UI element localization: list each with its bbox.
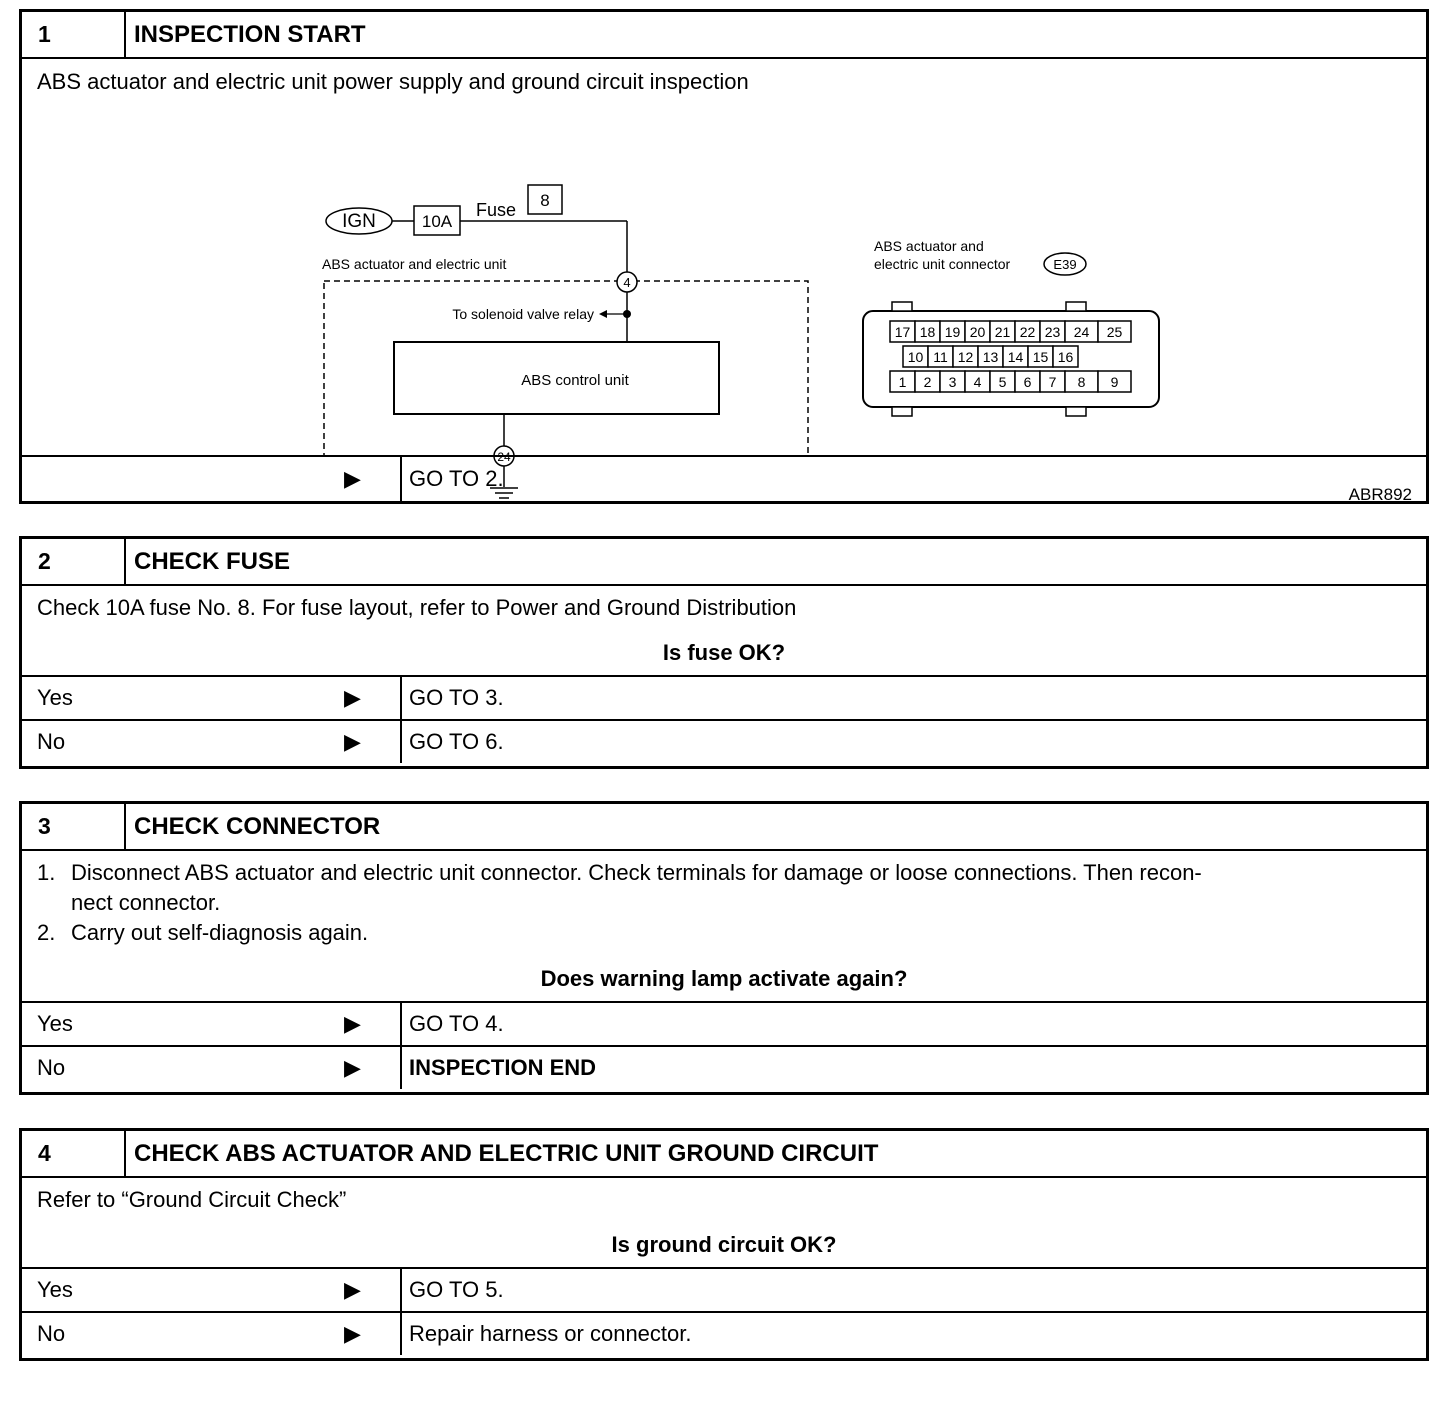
answer-label: Yes ▶ [22, 1269, 402, 1311]
answer-label: No ▶ [22, 721, 402, 763]
figure-code: ABR892 [1348, 485, 1412, 504]
relay-label: To solenoid valve relay [452, 306, 594, 322]
step-number: 2 [22, 539, 126, 584]
connector-pin-label: 9 [1110, 374, 1119, 390]
connector-pins-top [890, 321, 1131, 342]
connector-pin-label: 1 [898, 374, 907, 390]
connector-pin-label: 16 [1057, 349, 1074, 365]
answer-row [22, 455, 1426, 501]
fuse-number: 8 [540, 191, 550, 210]
connector-pin-label: 24 [1073, 324, 1090, 340]
answer-label: Yes ▶ [22, 1003, 402, 1045]
arrow-icon: ▶ [344, 685, 361, 710]
connector-pins-middle [903, 346, 1078, 367]
answer-row-yes [22, 1001, 1426, 1045]
answer-label: No ▶ [22, 1313, 402, 1355]
arrow-icon: ▶ [344, 729, 361, 754]
connector-pin-label: 10 [907, 349, 924, 365]
connector-pin-label: 8 [1077, 374, 1086, 390]
step-number: 3 [22, 804, 126, 849]
step-1-box [19, 9, 1429, 504]
step-number: 4 [22, 1131, 126, 1176]
answer-row-yes [22, 675, 1426, 719]
arrow-icon: ▶ [344, 1321, 361, 1346]
answer-result: GO TO 4. [409, 1011, 504, 1036]
step-description: Check 10A fuse No. 8. For fuse layout, refer to Power and Ground Distribution [37, 595, 797, 620]
answer-label: Yes ▶ [22, 677, 402, 719]
arrow-icon: ▶ [344, 1055, 361, 1080]
step-4-body [22, 1176, 1426, 1267]
step-3-header [22, 804, 1426, 849]
answer-result: GO TO 6. [409, 729, 504, 754]
unit-label: ABS actuator and electric unit [322, 256, 507, 272]
ign-label: IGN [342, 211, 376, 232]
step-description: ABS actuator and electric unit power supply and ground circuit inspection [37, 69, 749, 94]
connector-pin-label: 25 [1106, 324, 1123, 340]
connector-pin-label: 22 [1019, 324, 1036, 340]
step-instructions [22, 851, 1426, 957]
fuse-rating-label: 10A [421, 212, 453, 231]
connector-pin-label: 21 [994, 324, 1011, 340]
abs-control-unit-label: ABS control unit [521, 372, 629, 389]
answer-row-no [22, 1045, 1426, 1089]
answer-result: GO TO 3. [409, 685, 504, 710]
step-title: CHECK ABS ACTUATOR AND ELECTRIC UNIT GROUND CIRCUIT [134, 1140, 879, 1167]
answer-result: GO TO 2. [409, 466, 504, 491]
connector-pin-label: 5 [998, 374, 1007, 390]
answer-result: INSPECTION END [409, 1055, 597, 1080]
connector-pin-label: 20 [969, 324, 986, 340]
connector-pins-bottom [890, 371, 1131, 392]
step-title: CHECK FUSE [134, 548, 291, 575]
connector-pin-label: 4 [973, 374, 982, 390]
arrow-icon: ▶ [344, 1011, 361, 1036]
instruction-item: 1. Disconnect ABS actuator and electric unit connector. Check terminals for damage or loose connections. Then recon- [37, 860, 1202, 885]
step-4-header [22, 1131, 1426, 1176]
terminal-24-label: 24 [497, 450, 511, 464]
connector-pin-label: 23 [1044, 324, 1061, 340]
step-title: CHECK CONNECTOR [134, 813, 381, 840]
instruction-item: 2. Carry out self-diagnosis again. [37, 920, 369, 945]
connector-pin-label: 17 [894, 324, 911, 340]
connector-pin-label: 2 [923, 374, 932, 390]
step-description: Refer to “Ground Circuit Check” [37, 1187, 347, 1212]
connector-label-line1: ABS actuator and [874, 238, 984, 254]
connector-pin-label: 3 [948, 374, 957, 390]
fuse-label: Fuse [476, 200, 517, 220]
arrow-icon: ▶ [344, 466, 361, 491]
step-3-body [22, 849, 1426, 1001]
connector-pin-label: 13 [982, 349, 999, 365]
step-number: 1 [22, 12, 126, 57]
connector-pin-label: 19 [944, 324, 961, 340]
step-question: Is fuse OK? [662, 640, 786, 665]
answer-result: GO TO 5. [409, 1277, 504, 1302]
connector-pin-label: 11 [933, 349, 948, 365]
connector-id: E39 [1053, 257, 1077, 272]
step-3-box [19, 801, 1429, 1095]
connector-label-line2: electric unit connector [874, 256, 1011, 272]
connector-pin-label: 7 [1048, 374, 1057, 390]
terminal-4-label: 4 [623, 275, 631, 290]
step-question: Does warning lamp activate again? [540, 966, 908, 991]
step-2-header [22, 539, 1426, 584]
step-2-body [22, 584, 1426, 675]
answer-label: No ▶ [22, 1047, 402, 1089]
connector-pin-label: 14 [1007, 349, 1024, 365]
answer-row-yes [22, 1267, 1426, 1311]
connector-pin-label: 15 [1032, 349, 1049, 365]
step-title: INSPECTION START [134, 21, 366, 48]
step-2-box [19, 536, 1429, 769]
connector-pin-label: 6 [1023, 374, 1032, 390]
connector-pin-label: 18 [919, 324, 936, 340]
answer-row-no [22, 719, 1426, 763]
arrow-icon: ▶ [344, 1277, 361, 1302]
step-1-header [22, 12, 1426, 57]
step-question: Is ground circuit OK? [611, 1232, 837, 1257]
answer-result: Repair harness or connector. [409, 1321, 692, 1346]
answer-label [22, 457, 402, 501]
answer-row-no [22, 1311, 1426, 1355]
step-4-box [19, 1128, 1429, 1361]
connector-pin-label: 12 [957, 349, 974, 365]
instruction-item-continued: nect connector. [71, 890, 221, 915]
